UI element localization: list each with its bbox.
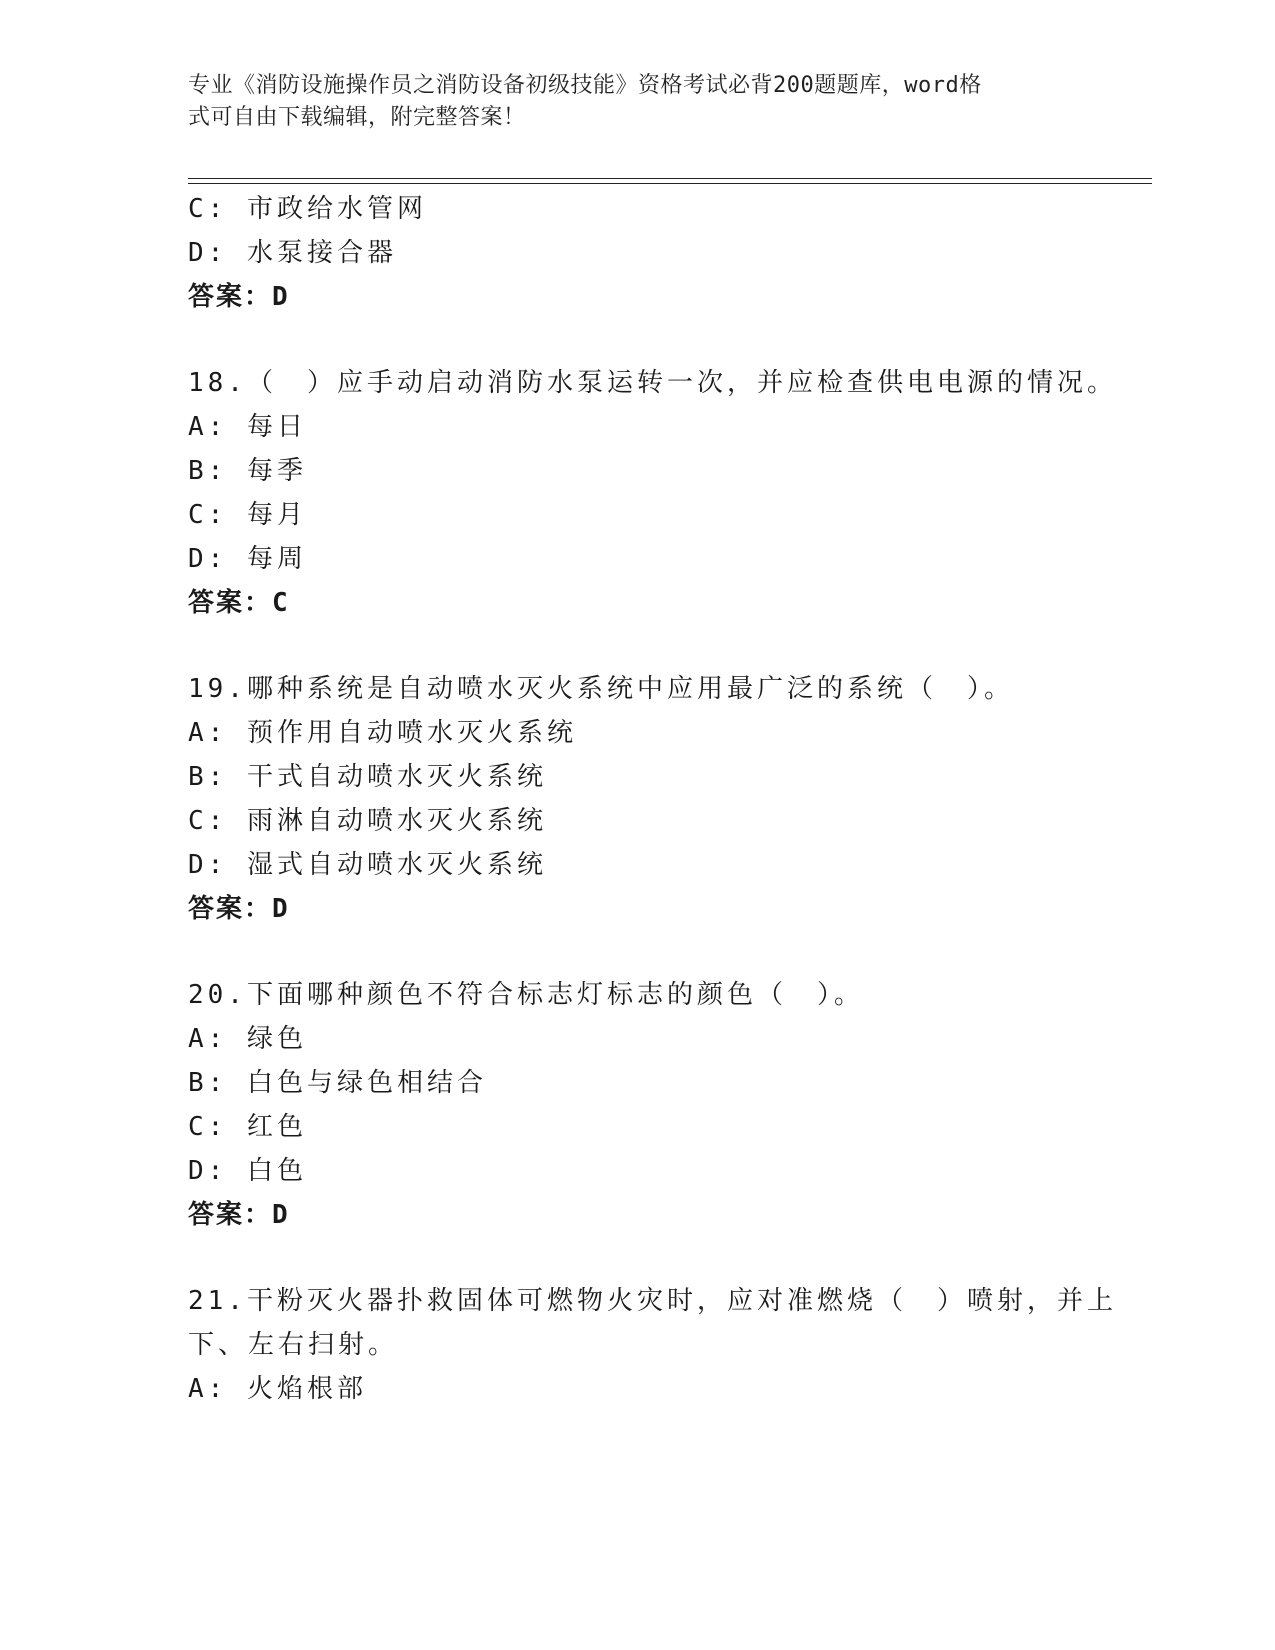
- question-stem: 18.（ ）应手动启动消防水泵运转一次，并应检查供电电源的情况。: [188, 368, 1117, 398]
- option-a: A: 绿色: [188, 1024, 307, 1054]
- question-stem-continued: 下、左右扫射。: [188, 1330, 399, 1360]
- option-a: A: 预作用自动喷水灭火系统: [188, 718, 577, 748]
- option-c: C: 雨淋自动喷水灭火系统: [188, 806, 547, 836]
- option-c: C: 每月: [188, 500, 307, 530]
- option-d: D: 水泵接合器: [188, 238, 397, 268]
- question-stem: 20.下面哪种颜色不符合标志灯标志的颜色（ ）。: [188, 980, 864, 1010]
- header-rule-top: [188, 178, 1152, 179]
- option-b: B: 干式自动喷水灭火系统: [188, 762, 547, 792]
- option-a: A: 每日: [188, 412, 307, 442]
- option-b: B: 每季: [188, 456, 307, 486]
- answer-line: 答案：D: [188, 1200, 290, 1230]
- document-header: [188, 70, 1068, 134]
- header-rule-bottom: [188, 183, 1152, 184]
- header-line-1: 专业《消防设施操作员之消防设备初级技能》资格考试必背200题题库，word格: [188, 73, 982, 98]
- question-stem: 21.干粉灭火器扑救固体可燃物火灾时，应对准燃烧（ ）喷射，并上: [188, 1286, 1117, 1316]
- answer-line: 答案：D: [188, 894, 290, 924]
- option-c: C: 市政给水管网: [188, 194, 427, 224]
- option-b: B: 白色与绿色相结合: [188, 1068, 487, 1098]
- option-d: D: 白色: [188, 1156, 307, 1186]
- question-stem: 19.哪种系统是自动喷水灭火系统中应用最广泛的系统（ ）。: [188, 674, 1014, 704]
- header-line-2: 式可自由下载编辑，附完整答案！: [188, 105, 526, 130]
- option-d: D: 每周: [188, 544, 307, 574]
- option-a: A: 火焰根部: [188, 1374, 367, 1404]
- answer-line: 答案：C: [188, 588, 290, 618]
- option-c: C: 红色: [188, 1112, 307, 1142]
- answer-line: 答案：D: [188, 282, 290, 312]
- option-d: D: 湿式自动喷水灭火系统: [188, 850, 547, 880]
